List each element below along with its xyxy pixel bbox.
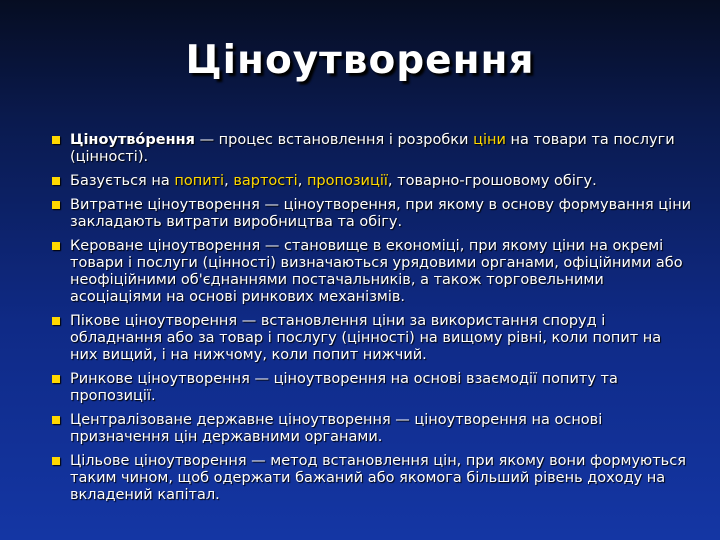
square-bullet-icon <box>52 375 60 383</box>
list-item <box>52 173 692 190</box>
list-item <box>52 313 692 364</box>
square-bullet-icon <box>52 177 60 185</box>
item-text: Цільове ціноутворення — метод встановлення цін, при якому вони формуються таким чином, щоб одержати бажаний або якомога більший рівень доходу на вкладений капітал. <box>70 453 686 503</box>
slide-title: Ціноутворення <box>185 38 535 83</box>
item-text: Базується на <box>70 173 175 189</box>
link-supply[interactable]: пропозиції <box>306 173 388 189</box>
bullet-list <box>52 132 692 511</box>
term-pricing: Ціноутво́рення <box>70 132 195 148</box>
link-price[interactable]: ціни <box>473 132 506 148</box>
list-item <box>52 238 692 306</box>
link-demand[interactable]: попиті <box>174 173 225 189</box>
separator: , <box>297 173 307 189</box>
square-bullet-icon <box>52 201 60 209</box>
square-bullet-icon <box>52 457 60 465</box>
item-text: , товарно-грошовому обігу. <box>387 173 597 189</box>
item-text: — процес встановлення і розробки <box>194 132 474 148</box>
list-item <box>52 197 692 231</box>
square-bullet-icon <box>52 317 60 325</box>
square-bullet-icon <box>52 136 60 144</box>
item-text: Витратне ціноутворення — ціноутворення, при якому в основу формування ціни закладають витрати виробництва та обігу. <box>70 197 692 230</box>
list-item <box>52 132 692 166</box>
list-item <box>52 412 692 446</box>
item-text: на товари та послуги (цінності). <box>70 132 675 165</box>
item-text: Централізоване державне ціноутворення — ціноутворення на основі призначення цін державними органами. <box>70 412 603 445</box>
item-text: Ринкове ціноутворення — ціноутворення на основі взаємодії попиту та пропозиції. <box>70 371 618 404</box>
list-item <box>52 453 692 504</box>
separator: , <box>224 173 234 189</box>
square-bullet-icon <box>52 242 60 250</box>
square-bullet-icon <box>52 416 60 424</box>
item-text: Кероване ціноутворення — становище в економіці, при якому ціни на окремі товари і послуги (цінності) визначаються урядовими органами, офіційними або неофіційними об'єднаннями постачальників, а також торговельними асоціаціями на основі ринкових механізмів. <box>70 238 683 305</box>
list-item <box>52 371 692 405</box>
item-text: Пікове ціноутворення — встановлення ціни за використання споруд і обладнання або за товар і послугу (цінності) на вищому рівні, коли попит на них вищий, і на нижчому, коли попит нижчий. <box>70 313 662 363</box>
link-cost[interactable]: вартості <box>233 173 298 189</box>
